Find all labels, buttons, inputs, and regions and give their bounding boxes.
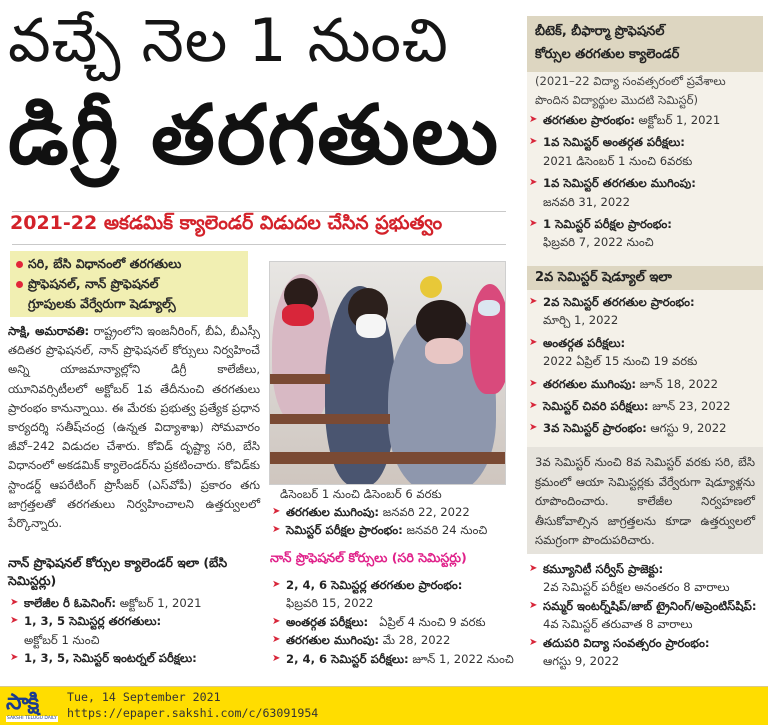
highlight-item: సరి, బేసి విధానంలో తరగతులు	[16, 254, 242, 274]
list-item: ➤ 3వ సెమిస్టర్ ప్రారంభం: ఆగస్టు 9, 2022	[527, 419, 763, 437]
list-item: ➤ సెమిస్టర్ పరీక్షల ప్రారంభం: జనవరి 24 నుంచి	[270, 521, 515, 539]
arrow-right-icon: ➤	[10, 652, 19, 664]
article-text: రాష్ట్రంలోని ఇంజనీరింగ్, బీఏ, బీఎస్సీ తదితర ప్రొఫెషనల్, నాన్ ప్రొఫెషనల్ కోర్సులు నిర్వహించే అన్ని యాజమాన్యాల్లోని డిగ్రీ కాలేజీలు, యూనివర్సిటీలలో అక్టోబర్ 1వ తేదీనుంచి తరగతులు ప్రారంభం కానున్నాయి. ఈ మేరకు ప్రభుత్వ ప్రత్యేక ప్రధాన కార్యదర్శి సతీష్‌చంద్ర (ఉన్నత విద్యాశాఖ) సోమవారం జీవో–242 విడుదల చేశారు. కోవిడ్ దృష్ట్యా సరి, బేసి విధానంలో అకడమిక్ క్యాలెండర్‌ను ప్రకటించారు. కోవిడ్‌కు స్టాండర్డ్ ఆపరేటింగ్ ప్రొసీజర్ (ఎస్‌వోపీ) ప్రకారం తగు జాగ్రత్తలతో తరగతులు నిర్వహించాలని ఉత్తర్వులలో పేర్కొన్నారు.	[8, 324, 261, 531]
professional-calendar-heading: బీటెక్, బీఫార్మా ప్రొఫెషనల్ కోర్సుల తరగతుల క్యాలెండర్	[527, 16, 763, 72]
list-item: ➤ 1వ సెమిస్టర్ అంతర్గత పరీక్షలు: 2021 డిసెంబర్ 1 నుంచి 6వరకు	[529, 135, 693, 168]
arrow-right-icon: ➤	[529, 422, 538, 434]
list-item: ➤ 1, 3, 5 సెమిస్టర్ల తరగతులు: అక్టోబర్ 1 నుంచి	[10, 614, 162, 647]
highlight-item: ప్రొఫెషనల్, నాన్ ప్రొఫెషనల్	[16, 274, 242, 294]
arrow-right-icon: ➤	[272, 524, 281, 536]
photo-caption: డిసెంబర్ 1 నుంచి డిసెంబర్ 6 వరకు	[280, 487, 442, 501]
list-item: ➤ 2, 4, 6 సెమిస్టర్ల తరగతుల ప్రారంభం: ఫిబ్రవరి 15, 2022	[272, 578, 463, 611]
arrow-right-icon: ➤	[272, 506, 281, 517]
red-dot-icon	[16, 281, 23, 288]
arrow-right-icon: ➤	[10, 597, 19, 608]
list-item: ➤ 2, 4, 6 సెమిస్టర్ పరీక్షలు: జూన్ 1, 2022 నుంచి	[270, 650, 520, 668]
sakshi-logo[interactable]	[4, 690, 62, 723]
arrow-right-icon: ➤	[272, 634, 281, 646]
logo-tagline: SAKSHI TELUGU DAILY	[7, 716, 57, 721]
arrow-right-icon: ➤	[272, 579, 281, 590]
arrow-right-icon: ➤	[272, 652, 281, 664]
list-item: ➤ 1వ సెమిస్టర్ తరగతుల ముగింపు: జనవరి 31, 2022	[529, 176, 696, 209]
red-dot-icon	[16, 261, 23, 268]
list-item: ➤ సమ్మర్ ఇంటర్న్‌షిప్/జాబ్ ట్రైనింగ్/అప్రెంటిస్‌షిప్: 4వ సెమిస్టర్ తరువాత 8 వారాలు	[529, 598, 757, 632]
arrow-right-icon: ➤	[10, 615, 19, 627]
semester-2-list	[527, 293, 763, 438]
article-body	[8, 322, 260, 533]
list-item: ➤ అంతర్గత పరీక్షలు: ఏప్రిల్ 4 నుంచి 9 వరకు	[270, 613, 520, 631]
headline-line-1: వచ్చే నెల 1 నుంచి	[8, 6, 449, 76]
arrow-right-icon: ➤	[529, 599, 538, 611]
arrow-right-icon: ➤	[529, 177, 538, 189]
non-professional-even-list	[270, 576, 520, 668]
arrow-right-icon: ➤	[529, 377, 538, 389]
odd-semester-exam-list	[270, 503, 515, 540]
professional-note: (2021–22 విద్యా సంవత్సరంలో ప్రవేశాలు పొందిన విద్యార్థుల మొదటి సెమిస్టర్)	[535, 74, 726, 107]
arrow-right-icon: ➤	[529, 114, 538, 125]
article-url[interactable]: https://epaper.sakshi.com/c/63091954	[67, 705, 319, 720]
arrow-right-icon: ➤	[529, 636, 538, 648]
list-item: ➤ కమ్యూనిటీ సర్వీస్ ప్రాజెక్టు: 2వ సెమిస్టర్ పరీక్షల అనంతరం 8 వారాలు	[529, 562, 730, 595]
arrow-right-icon: ➤	[529, 136, 538, 148]
semester-note-paragraph: 3వ సెమిస్టర్ నుంచి 8వ సెమిస్టర్ వరకు సరి, బేసి క్రమంలో ఆయా సెమిస్టర్లకు వేర్వేరుగా షెడ్యూళ్లను రూపొందించారు. కాలేజీల నిర్వహణలో తీసుకోవాల్సిన జాగ్రత్తలను కూడా ఉత్తర్వులలో సమగ్రంగా పొందుపరిచారు.	[527, 447, 763, 554]
publish-date: Tue, 14 September 2021	[67, 690, 221, 704]
list-item: ➤ 1 సెమిస్టర్ పరీక్షల ప్రారంభం: ఫిబ్రవరి 7, 2022 నుంచి	[529, 217, 672, 250]
list-item: ➤ తరగతుల ముగింపు: జనవరి 22, 2022	[270, 503, 515, 521]
divider	[12, 244, 506, 245]
list-item: ➤ తదుపరి విద్యా సంవత్సరం ప్రారంభం: ఆగస్టు 9, 2022	[529, 635, 710, 669]
headline	[8, 2, 508, 192]
dateline: సాక్షి, అమరావతి:	[8, 324, 90, 338]
arrow-right-icon: ➤	[272, 615, 281, 627]
list-item: ➤ తరగతుల ముగింపు: మే 28, 2022	[270, 631, 520, 649]
footer-meta	[67, 690, 318, 721]
list-item: ➤ కాలేజీల రీ ఓపెనింగ్: అక్టోబర్ 1, 2021	[8, 594, 263, 612]
list-item: ➤ 1, 3, 5, సెమిస్టర్ ఇంటర్నల్ పరీక్షలు:	[8, 649, 263, 667]
headline-line-2: డిగ్రీ తరగతులు	[8, 88, 500, 183]
semester-2-heading: 2వ సెమిస్టర్ షెడ్యూల్ ఇలా	[527, 266, 763, 290]
non-professional-odd-list	[8, 594, 263, 668]
list-item: ➤ 2వ సెమిస్టర్ తరగతుల ప్రారంభం: మార్చి 1, 2022	[529, 295, 695, 328]
semester-1-list	[527, 111, 763, 252]
arrow-right-icon: ➤	[529, 400, 538, 412]
list-item: ➤ సెమిస్టర్ చివరి పరీక్షలు: జూన్ 23, 2022	[527, 397, 763, 415]
additional-schedule-list	[527, 560, 767, 670]
arrow-right-icon: ➤	[529, 218, 538, 230]
arrow-right-icon: ➤	[529, 296, 538, 307]
non-professional-even-heading: నాన్ ప్రొఫెషనల్ కోర్సులు (సరి సెమిస్టర్లు)	[270, 550, 467, 565]
highlights-box	[10, 251, 248, 317]
non-professional-odd-heading: నాన్ ప్రొఫెషనల్ కోర్సుల క్యాలెండర్ ఇలా (బేసి సెమిస్టర్లు)	[8, 555, 228, 588]
arrow-right-icon: ➤	[529, 336, 538, 348]
arrow-right-icon: ➤	[529, 563, 538, 574]
list-item: ➤ తరగతుల ముగింపు: జూన్ 18, 2022	[527, 375, 763, 393]
list-item: ➤ అంతర్గత పరీక్షలు: 2022 ఏప్రిల్ 15 నుంచి 19 వరకు	[529, 335, 698, 369]
subtitle: 2021-22 అకడమిక్ క్యాలెండర్ విడుదల చేసిన ప్రభుత్వం	[10, 212, 443, 234]
footer-bar	[0, 686, 768, 725]
highlight-item: గ్రూపులకు వేర్వేరుగా షెడ్యూల్స్	[28, 296, 176, 311]
logo-text: సాక్షి	[6, 690, 39, 715]
students-photo	[269, 261, 506, 485]
list-item: ➤ తరగతుల ప్రారంభం: అక్టోబర్ 1, 2021	[527, 111, 763, 129]
